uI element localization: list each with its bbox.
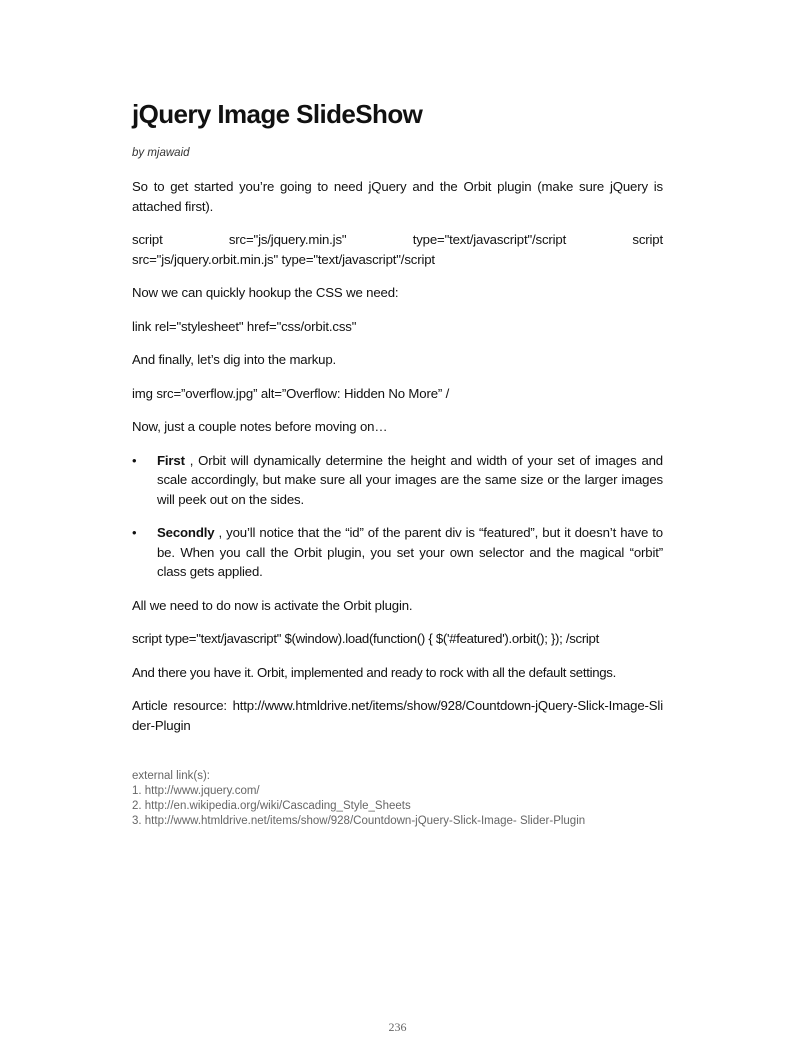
external-link[interactable]: 3. http://www.htmldrive.net/items/show/928/Countdown-jQuery-Slick-Image- Slider-Plugin (132, 815, 586, 827)
external-links-heading: external link(s): (132, 770, 210, 782)
note-lead: Secondly (157, 525, 215, 540)
notes-list (132, 451, 663, 582)
list-item (132, 451, 663, 510)
script-token: script (632, 232, 663, 247)
article (132, 96, 663, 829)
activate-code-line: script type="text/javascript" $(window).load(function() { $('#featured').orbit(); }); /script (132, 631, 599, 646)
article-title: jQuery Image SlideShow (132, 99, 423, 129)
note-lead: First (157, 452, 185, 468)
bullet-icon: • (132, 525, 137, 540)
script-code-line-1 (132, 230, 663, 250)
external-links (132, 769, 663, 829)
markup-code-line: img src=”overflow.jpg” alt=”Overflow: Hidden No More” / (132, 385, 450, 401)
script-code-block (132, 230, 663, 269)
outro-paragraph: And there you have it. Orbit, implemented and ready to rock with all the default settings. (132, 664, 616, 680)
note-text: , you’ll notice that the “id” of the parent div is “featured”, but it doesn’t have to be. When you call the Orbit plugin, you set your own selector and the magical “orbit” class gets applied. (157, 525, 663, 579)
script-token: type="text/javascript"/script (412, 232, 567, 247)
script-token: script (132, 232, 163, 247)
activate-intro-paragraph: All we need to do now is activate the Orbit plugin. (132, 597, 413, 613)
notes-intro-paragraph: Now, just a couple notes before moving on… (132, 419, 388, 434)
article-byline: by mjawaid (132, 147, 190, 159)
css-intro-paragraph: Now we can quickly hookup the CSS we need: (132, 285, 399, 300)
bullet-icon: • (132, 452, 137, 468)
external-link[interactable]: 2. http://en.wikipedia.org/wiki/Cascading_Style_Sheets (132, 800, 411, 812)
external-link[interactable]: 1. http://www.jquery.com/ (132, 785, 260, 797)
intro-paragraph: So to get started you’re going to need jQuery and the Orbit plugin (make sure jQuery is attached first). (132, 179, 663, 214)
article-body (132, 177, 663, 735)
script-code-line-2: src="js/jquery.orbit.min.js" type="text/javascript"/script (132, 251, 435, 267)
note-text: , Orbit will dynamically determine the height and width of your set of images and scale accordingly, but make sure all your images are the same size or the larger images will peek out on the sides. (157, 452, 663, 507)
css-code-line: link rel="stylesheet" href="css/orbit.css" (132, 318, 357, 334)
list-item (132, 523, 663, 582)
markup-intro-paragraph: And finally, let’s dig into the markup. (132, 352, 337, 367)
script-token: src="js/jquery.min.js" (228, 232, 347, 247)
article-resource: Article resource: http://www.htmldrive.net/items/show/928/Countdown-jQuery-Slick-Image-Slider-Plugin (132, 698, 663, 733)
page-number: 236 (388, 1020, 407, 1034)
